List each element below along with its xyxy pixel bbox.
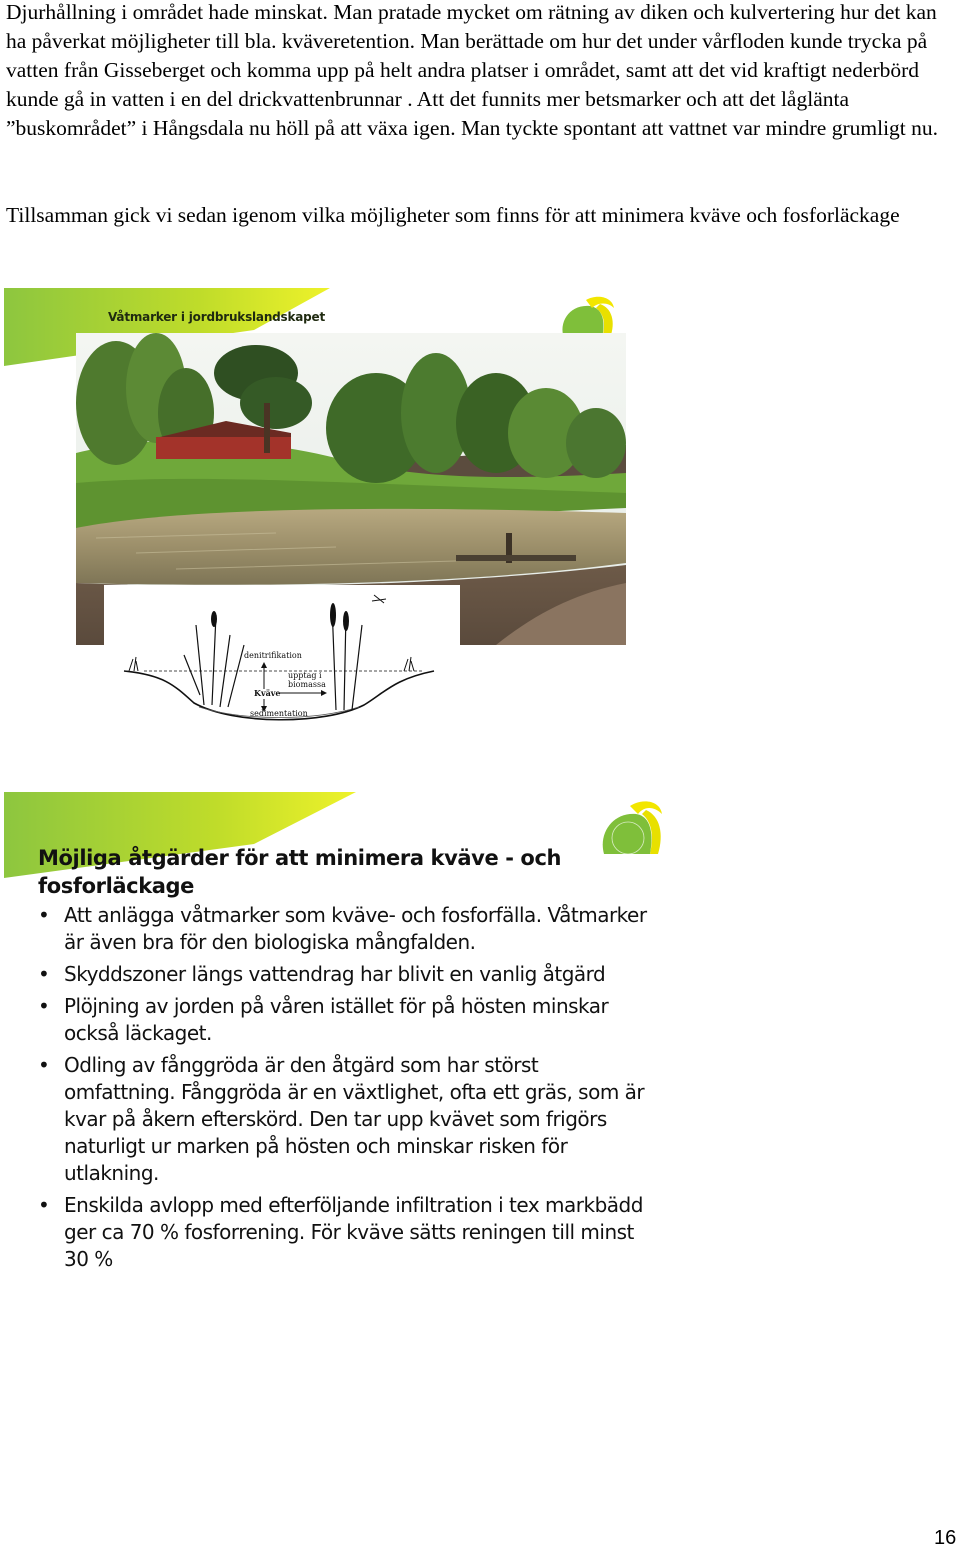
measures-intro-paragraph: Tillsamman gick vi sedan igenom vilka möjligheter som finns för att minimera kväve och fosforläckage (6, 203, 900, 227)
list-item: • Att anlägga våtmarker som kväve- och fosforfälla. Våtmarker är även bra för den biologiska mångfalden. (34, 902, 654, 956)
slide-heading-line1: Möjliga åtgärder för att minimera kväve - och (38, 846, 562, 870)
measures-slide (4, 792, 664, 1292)
wetland-slide (4, 288, 658, 748)
wetland-cross-section-illustration (104, 585, 460, 745)
slide-heading (38, 844, 598, 900)
list-item: • Skyddszoner längs vattendrag har blivit en vanlig åtgärd (34, 961, 654, 988)
list-item: • Odling av fånggröda är den åtgärd som har störst omfattning. Fånggröda är en växtlighet, ofta ett gräs, som är kvar på åkern efterskörd. Den tar upp kvävet som frigörs naturligt ur marken på hösten och minskar risken för utlakning. (34, 1052, 654, 1187)
list-item: • Plöjning av jorden på våren istället för på hösten minskar också läckaget. (34, 993, 654, 1047)
sedimentation-label: sedimentation (250, 709, 308, 718)
slide-heading-line2: fosforläckage (38, 874, 195, 898)
measures-list (34, 902, 654, 1278)
denitrification-label: denitrifikation (244, 651, 302, 660)
organization-logo-icon (598, 798, 666, 862)
nitrogen-cycle-diagram (104, 585, 460, 745)
slide-banner-title: Våtmarker i jordbrukslandskapet (108, 310, 326, 324)
list-item: • Enskilda avlopp med efterföljande infiltration i tex markbädd ger ca 70 % fosforrening. För kväve sätts reningen till minst 30 % (34, 1192, 654, 1273)
page-number: 16 (934, 1527, 957, 1549)
nitrogen-label: Kväve (254, 688, 281, 698)
biomass-label: biomassa (288, 680, 326, 689)
intro-paragraph: Djurhållning i området hade minskat. Man pratade mycket om rätning av diken och kulvertering hur det kan ha påverkat möjligheter till bla. kväveretention. Man berättade om hur det under vårfloden kunde trycka på vatten från Gisseberget och komma upp på helt andra platser i området, samt att det vid kraftigt nederbörd kunde gå in vatten i en del drickvattenbrunnar . Att det funnits mer betsmarker och att det låglänta ”buskområdet” i Hångsdala nu höll på att växa igen. Man tyckte spontant att vattnet var mindre grumligt nu. (6, 0, 939, 140)
uptake-label: upptag i (288, 671, 322, 680)
